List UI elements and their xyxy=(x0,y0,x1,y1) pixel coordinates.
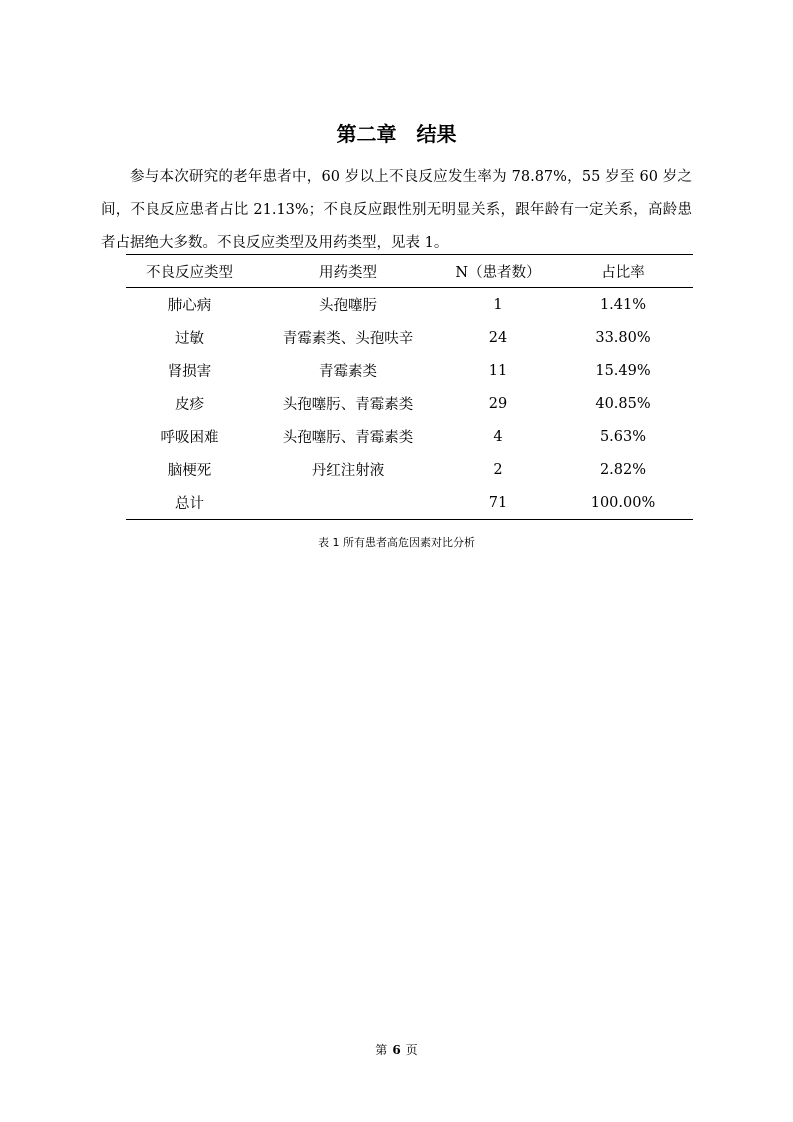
cell-total-label: 总计 xyxy=(175,496,204,512)
cell-drug-type: 头孢噻肟、青霉素类 xyxy=(282,430,414,446)
cell-reaction-type: 肾损害 xyxy=(167,364,212,380)
cell-reaction-type: 过敏 xyxy=(175,331,204,347)
cell-ratio: 15.49% xyxy=(595,362,651,379)
header-patient-count: N（患者数） xyxy=(455,264,541,281)
cell-ratio: 33.80% xyxy=(595,329,651,346)
table-total-row xyxy=(126,486,693,520)
cell-patient-count: 29 xyxy=(488,395,508,412)
cell-drug-type: 青霉素类、头孢呋辛 xyxy=(282,331,414,347)
page-number-prefix: 第 xyxy=(375,1043,388,1057)
cell-reaction-type: 皮疹 xyxy=(175,397,204,413)
page-footer xyxy=(0,1041,793,1059)
header-drug-type: 用药类型 xyxy=(319,264,377,281)
cell-patient-count: 24 xyxy=(488,329,508,346)
cell-patient-count: 11 xyxy=(488,362,508,379)
intro-paragraph: 参与本次研究的老年患者中，60 岁以上不良反应发生率为 78.87%，55 岁至 60 岁之间，不良反应患者占比 21.13%；不良反应跟性别无明显关系，跟年龄有一定关系，高龄患者占据绝大多数。不良反应类型及用药类型，见表 1。 xyxy=(101,169,692,251)
header-ratio: 占比率 xyxy=(601,264,645,281)
cell-total-ratio: 100.00% xyxy=(590,494,656,511)
table-row xyxy=(126,288,693,322)
cell-ratio: 5.63% xyxy=(599,428,647,445)
adverse-reaction-table xyxy=(126,254,693,520)
cell-ratio: 40.85% xyxy=(595,395,651,412)
cell-patient-count: 4 xyxy=(493,428,503,445)
cell-drug-type: 青霉素类 xyxy=(319,364,377,380)
cell-patient-count: 2 xyxy=(493,461,503,478)
cell-ratio: 2.82% xyxy=(599,461,647,478)
header-reaction-type: 不良反应类型 xyxy=(146,264,233,281)
cell-ratio: 1.41% xyxy=(599,296,647,313)
cell-reaction-type: 肺心病 xyxy=(167,298,212,314)
page-number: 6 xyxy=(392,1043,401,1057)
cell-patient-count: 1 xyxy=(493,296,503,313)
cell-drug-type: 头孢噻肟 xyxy=(319,298,377,314)
cell-drug-type: 头孢噻肟、青霉素类 xyxy=(282,397,414,413)
chapter-title: 第二章 结果 xyxy=(336,122,457,146)
table-row xyxy=(126,354,693,387)
page-number-suffix: 页 xyxy=(405,1043,418,1057)
table-row xyxy=(126,321,693,354)
cell-total-drug-type xyxy=(253,486,443,520)
table-row xyxy=(126,387,693,420)
table-caption: 表 1 所有患者高危因素对比分析 xyxy=(318,536,475,549)
cell-drug-type: 丹红注射液 xyxy=(311,463,385,479)
cell-total-count: 71 xyxy=(488,494,508,511)
cell-reaction-type: 呼吸困难 xyxy=(160,430,219,446)
cell-reaction-type: 脑梗死 xyxy=(167,463,212,479)
table-header-row xyxy=(126,255,693,288)
table-row xyxy=(126,420,693,453)
table-row xyxy=(126,453,693,486)
